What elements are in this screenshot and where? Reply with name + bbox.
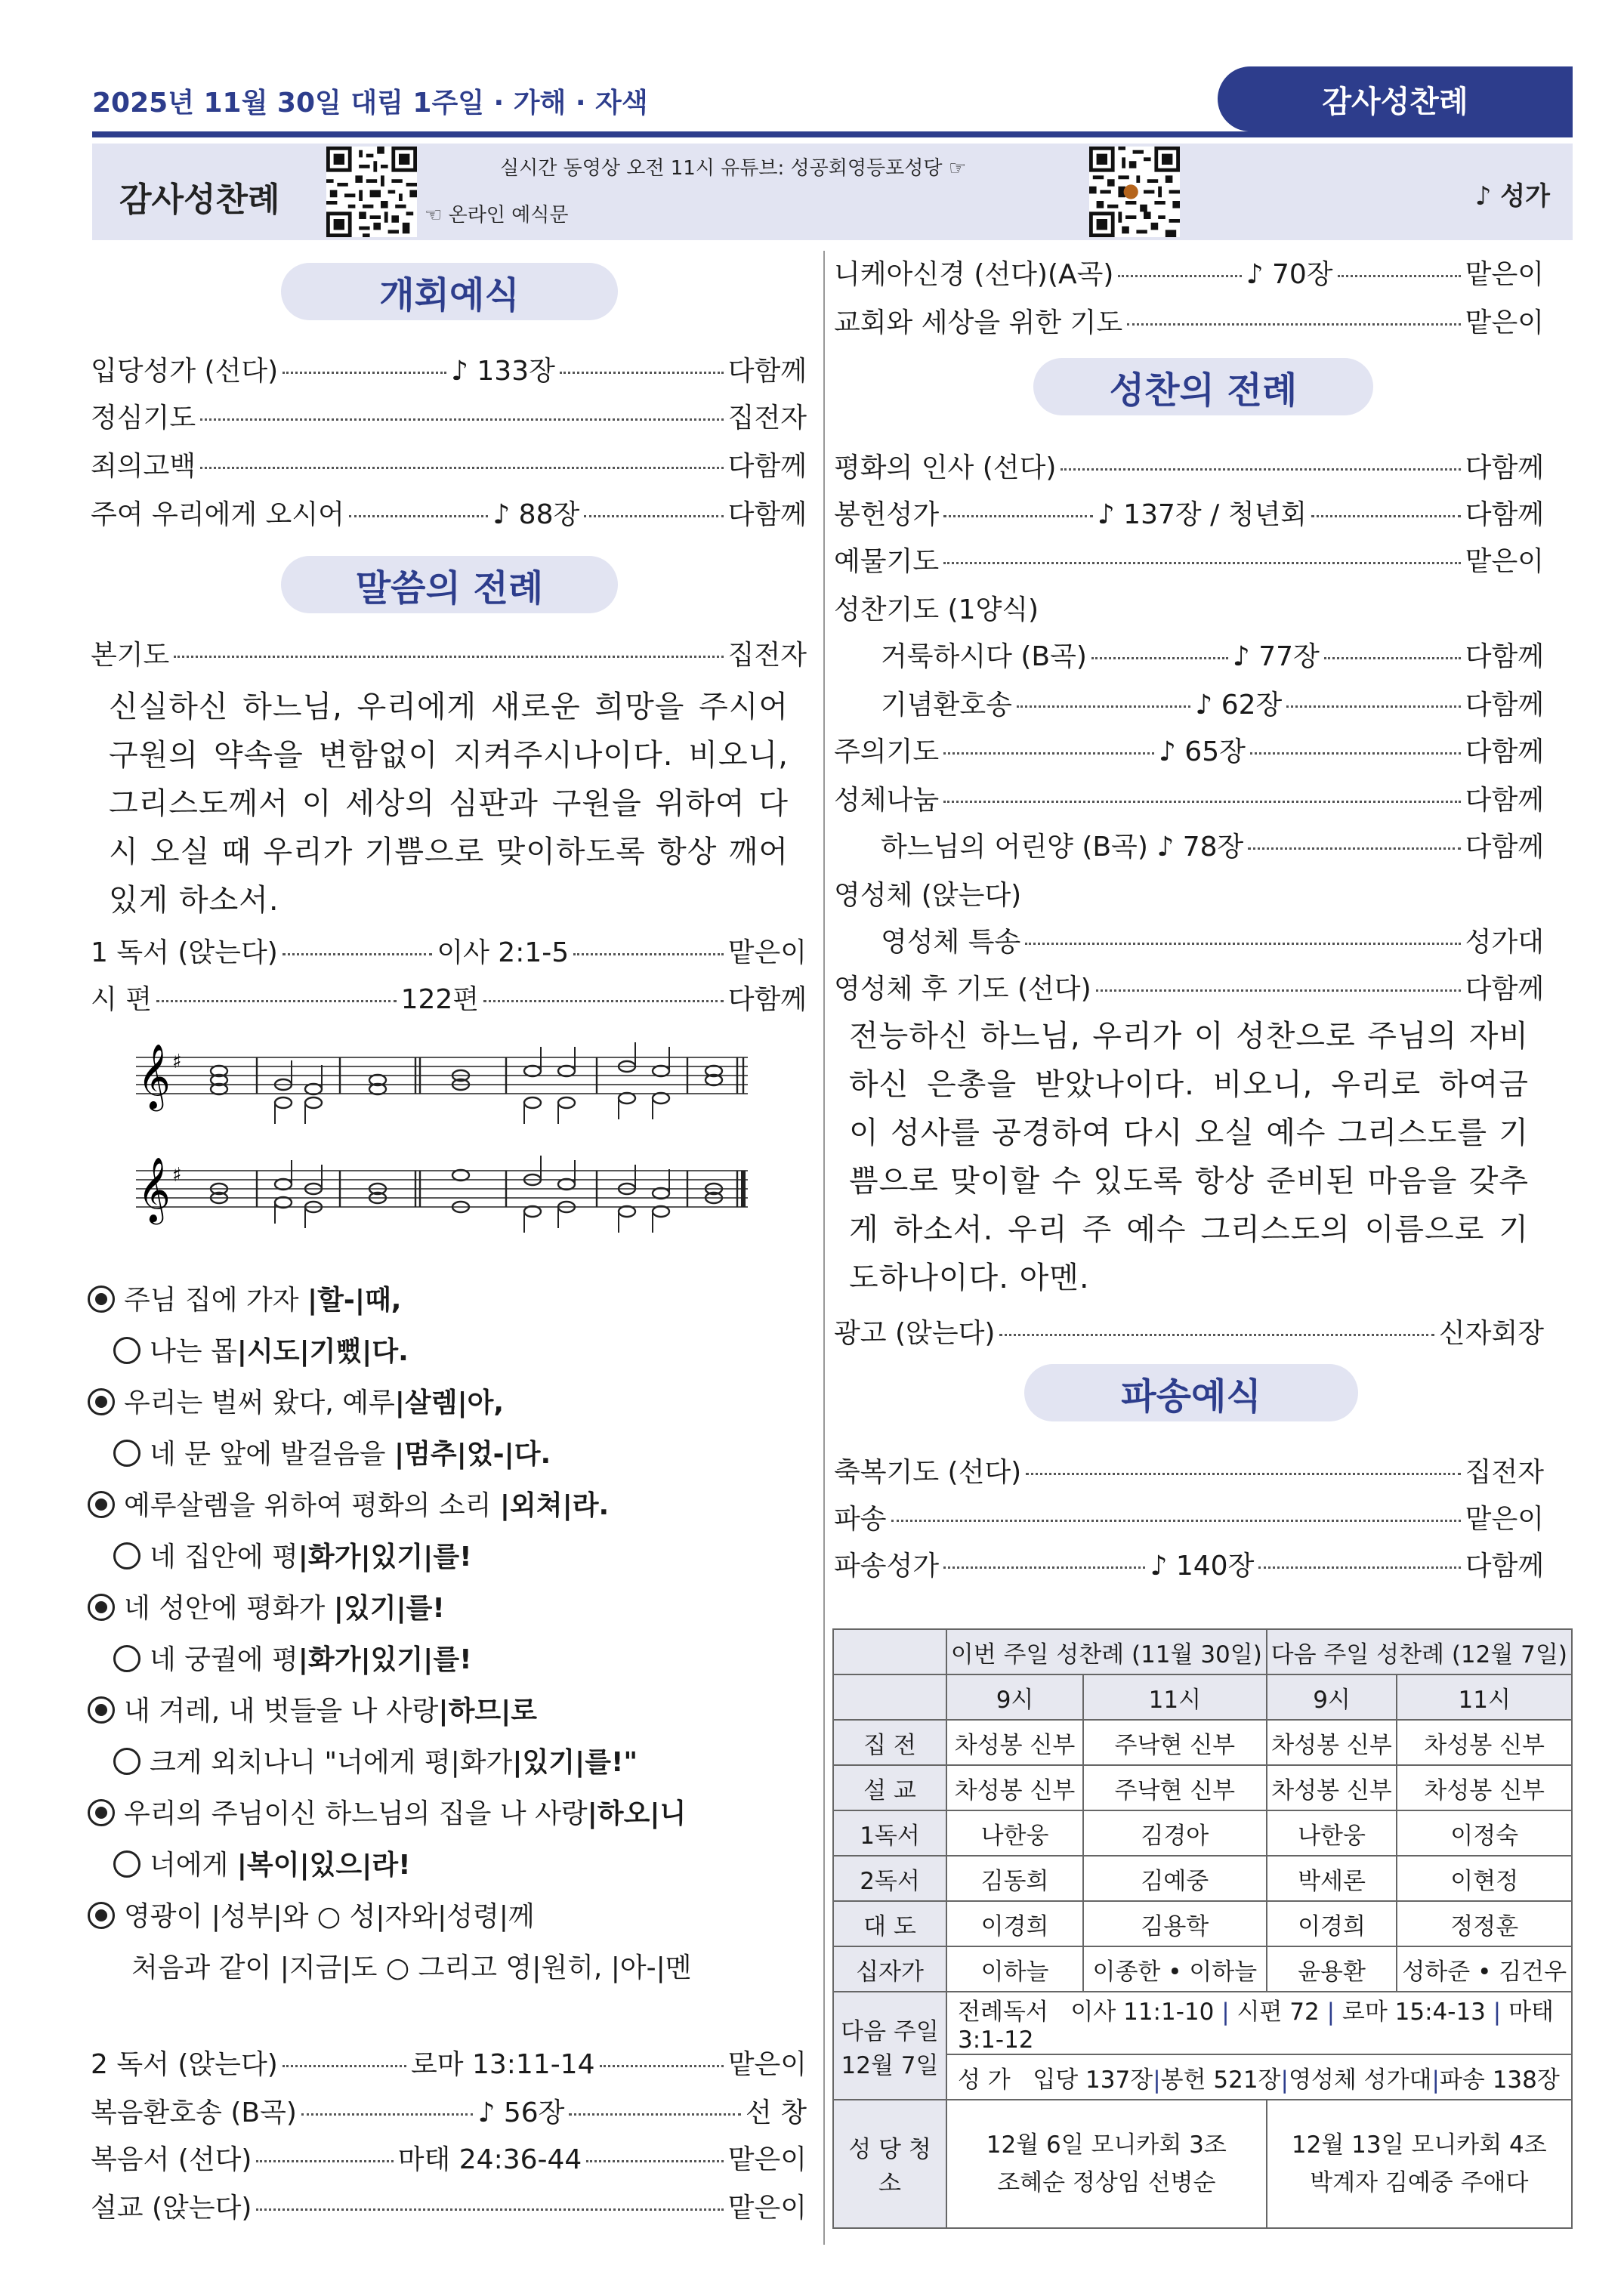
verse-filled-marker-icon — [88, 1388, 115, 1415]
post-communion-row: 영성체 후 기도 (선다) 다함께 — [834, 974, 1544, 1005]
time-cell: 11시 — [1397, 1674, 1572, 1720]
verse-filled-marker-icon — [88, 1902, 115, 1929]
opening-row: 정심기도 집전자 — [91, 403, 807, 434]
cleaning-label: 성 당 청 소 — [833, 2100, 946, 2228]
live-stream-info: 실시간 동영상 오전 11시 유튜브: 성공회영등포성당 ☞ — [500, 157, 967, 180]
table-cell: 주낙현 신부 — [1083, 1765, 1267, 1810]
cleaning-cell: 12월 6일 모니카회 3조 조혜순 정상임 선병순 — [946, 2100, 1267, 2228]
word-row: 2 독서 (앉는다) 로마 13:11-14 맡은이 — [91, 2049, 807, 2080]
table-corner — [833, 1629, 946, 1674]
table-row — [833, 1946, 1572, 1992]
table-cell: 주낙현 신부 — [1083, 1720, 1267, 1765]
qr-code-liturgy-icon[interactable] — [326, 147, 417, 237]
section-opening-title: 개회예식 — [281, 263, 618, 320]
table-cell: 김예중 — [1083, 1856, 1267, 1901]
psalm-verse: 예루살렘을 위하여 평화의 소리 |외쳐|라. — [88, 1488, 609, 1524]
table-cell: 차성봉 신부 — [1397, 1765, 1572, 1810]
role-cell: 설 교 — [833, 1765, 946, 1810]
next-sunday-label: 다음 주일 12월 7일 — [833, 1992, 946, 2100]
psalm-verse: 네 궁궐에 평|화가|있기|를! — [113, 1642, 472, 1678]
column-divider — [823, 251, 825, 2245]
psalm-verse: 내 겨레, 내 벗들을 나 사랑|하므|로 — [88, 1693, 537, 1730]
sharp-icon: ♯ — [172, 1051, 182, 1073]
service-date: 2025년 11월 30일 대림 1주일 · 가해 · 자색 — [92, 88, 648, 119]
eucharist-row: 예물기도 맡은이 — [834, 546, 1544, 577]
eucharist-row: 거룩하시다 (B곡) ♪ 77장 다함께 — [881, 641, 1545, 672]
time-cell: 11시 — [1083, 1674, 1267, 1720]
opening-row: 주여 우리에게 오시어 ♪ 88장 다함께 — [91, 499, 807, 530]
verse-filled-marker-icon — [88, 1491, 115, 1518]
stems-top — [275, 1042, 669, 1124]
ministry-schedule-table — [832, 1628, 1573, 2229]
verse-open-marker-icon — [113, 1645, 140, 1672]
table-cell: 나한웅 — [946, 1810, 1083, 1856]
psalm-chant-score — [128, 1035, 755, 1254]
cleaning-row — [833, 2100, 1572, 2228]
opening-row: 죄의고백 다함께 — [91, 451, 807, 482]
eucharist-row: 주의기도 ♪ 65장 다함께 — [834, 736, 1545, 767]
table-corner — [833, 1674, 946, 1720]
section-dismissal-title: 파송예식 — [1024, 1364, 1358, 1421]
verse-filled-marker-icon — [88, 1696, 115, 1724]
qr-code-youtube-icon[interactable] — [1089, 147, 1180, 237]
psalm-verse: 네 집안에 평|화가|있기|를! — [113, 1539, 472, 1576]
verse-open-marker-icon — [113, 1748, 140, 1775]
table-cell: 이종한 • 이하늘 — [1083, 1946, 1267, 1992]
treble-clef-icon: 𝄞 — [137, 1157, 171, 1222]
stems-bottom — [275, 1156, 669, 1233]
psalm-verse: 처음과 같이 |지금|도 ○ 그리고 영|원히, |아-|멘 — [131, 1952, 692, 1983]
lamb-of-god-row: 하느님의 어린양 (B곡) ♪ 78장 다함께 — [881, 832, 1544, 863]
lectionary-cell: 전례독서 이사 11:1-10 | 시편 72 | 로마 15:4-13 | 마태 3:1-12 — [946, 1992, 1572, 2054]
reading-row: 시 편 122편 다함께 — [91, 984, 807, 1015]
table-row — [833, 1720, 1572, 1765]
eucharist-row: 기념환호송 ♪ 62장 다함께 — [881, 690, 1545, 721]
dismissal-row: 파송성가 ♪ 140장 다함께 — [834, 1551, 1545, 1582]
psalm-verse: 네 문 앞에 발걸음을 |멈추|었-|다. — [113, 1437, 551, 1473]
table-cell: 이현정 — [1397, 1856, 1572, 1901]
table-row — [833, 1810, 1572, 1856]
table-cell: 차성봉 신부 — [946, 1765, 1083, 1810]
psalm-verse: 나는 몹|시도|기뻤|다. — [113, 1334, 409, 1370]
cleaning-cell: 12월 13일 모니카회 4조 박계자 김예중 주애다 — [1267, 2100, 1572, 2228]
service-tag: 감사성찬례 — [1218, 66, 1573, 131]
psalm-verse: 주님 집에 가자 |할-|때, — [88, 1282, 401, 1319]
collect-prayer: 신실하신 하느님, 우리에게 새로운 희망을 주시어 구원의 약속을 변함없이 지켜주시나이다. 비오니, 그리스도께서 이 세상의 심판과 구원을 위하여 다시 오실 때 우리가 기쁨으로 맞이하도록 항상 깨어 있게 하소서. — [109, 690, 789, 918]
lectionary-row — [833, 1992, 1572, 2054]
eucharist-row: 평화의 인사 (선다) 다함께 — [834, 452, 1544, 483]
role-cell: 십자가 — [833, 1946, 946, 1992]
treble-clef-icon: 𝄞 — [137, 1044, 171, 1109]
hymns-cell: 성 가 입당 137장|봉헌 521장|영성체 성가대|파송 138장 — [946, 2054, 1572, 2100]
table-cell: 이하늘 — [946, 1946, 1083, 1992]
psalm-verse: 영광이 |성부|와 ○ 성|자와|성령|께 — [88, 1899, 535, 1935]
header-band — [92, 144, 1573, 240]
table-time-row — [833, 1674, 1572, 1720]
eucharist-row: 성체나눔 다함께 — [834, 785, 1544, 816]
verse-filled-marker-icon — [88, 1799, 115, 1826]
table-cell: 성하준 • 김건우 — [1397, 1946, 1572, 1992]
table-cell: 차성봉 신부 — [1267, 1720, 1397, 1765]
table-cell: 차성봉 신부 — [1267, 1765, 1397, 1810]
eucharist-prayer-label: 성찬기도 (1양식) — [834, 594, 1039, 625]
eucharist-row: 봉헌성가 ♪ 137장 / 청년회 다함께 — [834, 499, 1545, 530]
collect-row: 본기도 집전자 — [91, 640, 807, 671]
word-row: 복음환호송 (B곡) ♪ 56장 선 창 — [91, 2097, 807, 2128]
table-cell: 차성봉 신부 — [946, 1720, 1083, 1765]
section-eucharist-title: 성찬의 전례 — [1033, 358, 1373, 415]
table-cell: 나한웅 — [1267, 1810, 1397, 1856]
post-communion-prayer: 전능하신 하느님, 우리가 이 성찬으로 주님의 자비하신 은총을 받았나이다. 비오니, 우리로 하여금 이 성사를 공경하여 다시 오실 예수 그리스도를 기쁨으로 맞이할 수 있도록 항상 준비된 마음을 갖추게 하소서. 우리 주 예수 그리스도의 이름으로 기도하나이다. 아멘. — [849, 1019, 1529, 1295]
table-cell: 박세론 — [1267, 1856, 1397, 1901]
table-cell: 김경아 — [1083, 1810, 1267, 1856]
table-cell: 윤용환 — [1267, 1946, 1397, 1992]
verse-filled-marker-icon — [88, 1594, 115, 1621]
verse-open-marker-icon — [113, 1542, 140, 1569]
communion-special-row: 영성체 특송 성가대 — [881, 927, 1544, 958]
dismissal-row: 축복기도 (선다) 집전자 — [834, 1457, 1544, 1488]
table-cell: 차성봉 신부 — [1397, 1720, 1572, 1765]
role-cell: 1독서 — [833, 1810, 946, 1856]
table-cell: 김동희 — [946, 1856, 1083, 1901]
time-cell: 9시 — [946, 1674, 1083, 1720]
online-liturgy-link[interactable]: ☜ 온라인 예식문 — [425, 204, 569, 227]
hymn-label: ♪ 성가 — [1474, 181, 1550, 211]
opening-row: 입당성가 (선다) ♪ 133장 다함께 — [91, 356, 807, 387]
psalm-verse: 우리는 벌써 왔다, 예루|살렘|아, — [88, 1385, 504, 1421]
communion-label: 영성체 (앉는다) — [834, 880, 1022, 911]
psalm-verse: 너에게 |복이|있으|라! — [113, 1847, 411, 1884]
dismissal-row: 파송 맡은이 — [834, 1504, 1544, 1535]
role-cell: 대 도 — [833, 1901, 946, 1946]
table-cell: 이경희 — [946, 1901, 1083, 1946]
word-row: 복음서 (선다) 마태 24:36-44 맡은이 — [91, 2144, 807, 2175]
table-cell: 이경희 — [1267, 1901, 1397, 1946]
notice-row: 광고 (앉는다) 신자회장 — [834, 1318, 1544, 1349]
table-cell: 정정훈 — [1397, 1901, 1572, 1946]
table-cell: 이정숙 — [1397, 1810, 1572, 1856]
psalm-verse: 네 성안에 평화가 |있기|를! — [88, 1591, 445, 1627]
verse-open-marker-icon — [113, 1850, 140, 1878]
table-row — [833, 1765, 1572, 1810]
creed-row: 니케아신경 (선다)(A곡) ♪ 70장 맡은이 — [834, 259, 1544, 290]
time-cell: 9시 — [1267, 1674, 1397, 1720]
role-cell: 2독서 — [833, 1856, 946, 1901]
word-row: 설교 (앉는다) 맡은이 — [91, 2193, 807, 2224]
intercession-row: 교회와 세상을 위한 기도 맡은이 — [834, 307, 1544, 338]
table-row — [833, 1856, 1572, 1901]
psalm-verse: 크게 외치나니 "너에게 평|화가|있기|를!" — [113, 1745, 638, 1781]
table-row — [833, 1901, 1572, 1946]
verse-filled-marker-icon — [88, 1286, 115, 1313]
section-word-title: 말씀의 전례 — [281, 556, 618, 613]
table-cell: 김용학 — [1083, 1901, 1267, 1946]
header-title: 감사성찬례 — [119, 181, 280, 219]
header-rule — [92, 131, 1573, 137]
sharp-icon: ♯ — [172, 1164, 182, 1187]
notes-bottom — [211, 1170, 722, 1217]
role-cell: 집 전 — [833, 1720, 946, 1765]
psalm-verse: 우리의 주님이신 하느님의 집을 나 사랑|하오|니 — [88, 1796, 686, 1832]
this-week-header: 이번 주일 성찬례 (11월 30일) — [946, 1629, 1267, 1674]
reading-row: 1 독서 (앉는다) 이사 2:1-5 맡은이 — [91, 937, 807, 968]
table-header-row — [833, 1629, 1572, 1674]
next-week-header: 다음 주일 성찬례 (12월 7일) — [1267, 1629, 1572, 1674]
verse-open-marker-icon — [113, 1440, 140, 1467]
verse-open-marker-icon — [113, 1337, 140, 1364]
